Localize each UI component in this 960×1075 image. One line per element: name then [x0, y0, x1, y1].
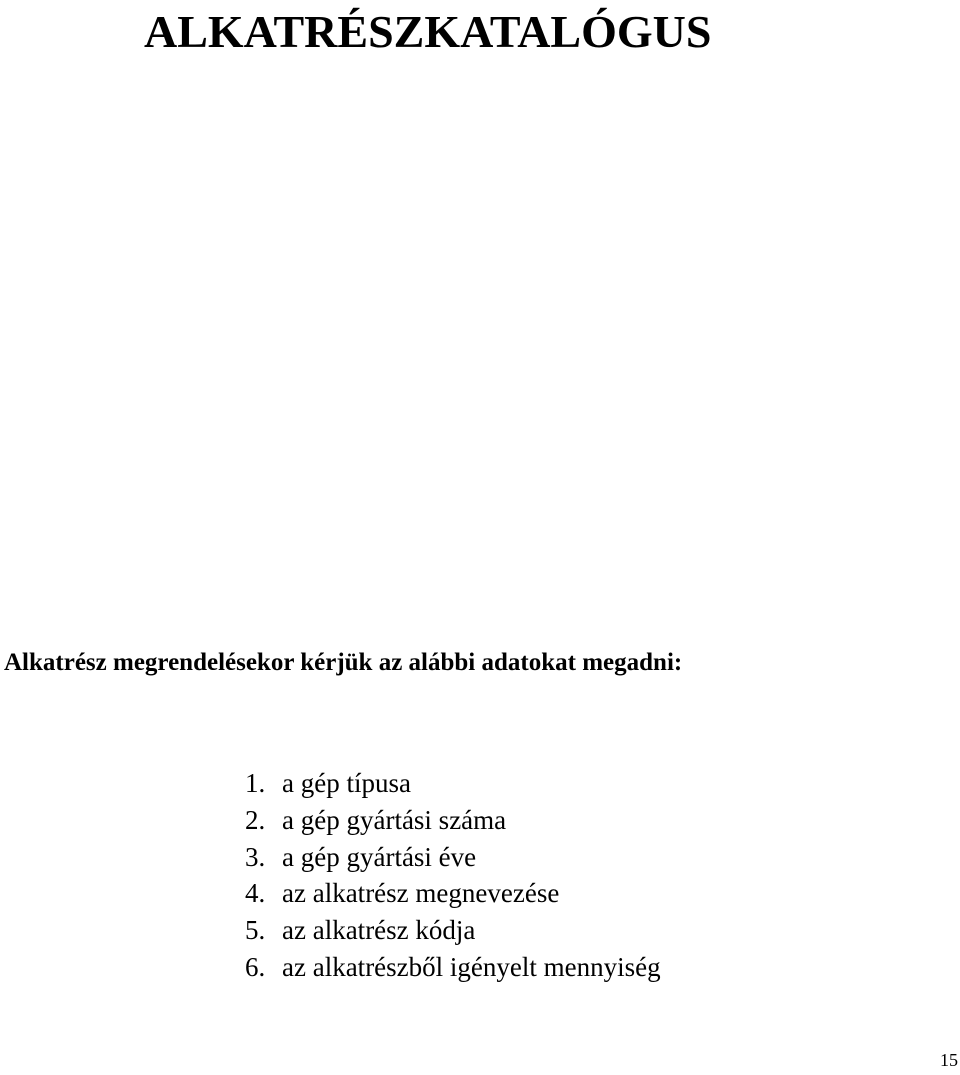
list-item-number: 6. [245, 951, 266, 982]
page-title: ALKATRÉSZKATALÓGUS [144, 6, 712, 57]
list-item [245, 839, 661, 876]
list-item-text: az alkatrész kódja [282, 915, 476, 946]
list-item [245, 949, 661, 986]
list-item [245, 912, 661, 949]
order-instructions: Alkatrész megrendelésekor kérjük az alábbi adatokat megadni: [4, 649, 683, 676]
list-item [245, 875, 661, 912]
list-item-number: 1. [245, 768, 266, 798]
list-item-text: a gép gyártási éve [282, 841, 477, 872]
list-item-text: a gép gyártási száma [282, 804, 507, 835]
list-item-text: az alkatrész megnevezése [282, 878, 560, 909]
required-data-list [245, 765, 661, 986]
list-item-text: a gép típusa [282, 768, 411, 798]
page-number: 15 [940, 1050, 958, 1070]
list-item-number: 3. [245, 841, 266, 872]
list-item-number: 5. [245, 915, 266, 946]
list-item-number: 2. [245, 804, 266, 835]
list-item-text: az alkatrészből igényelt mennyiség [282, 951, 661, 982]
list-item [245, 802, 661, 839]
list-item-number: 4. [245, 878, 266, 909]
list-item [245, 765, 661, 802]
